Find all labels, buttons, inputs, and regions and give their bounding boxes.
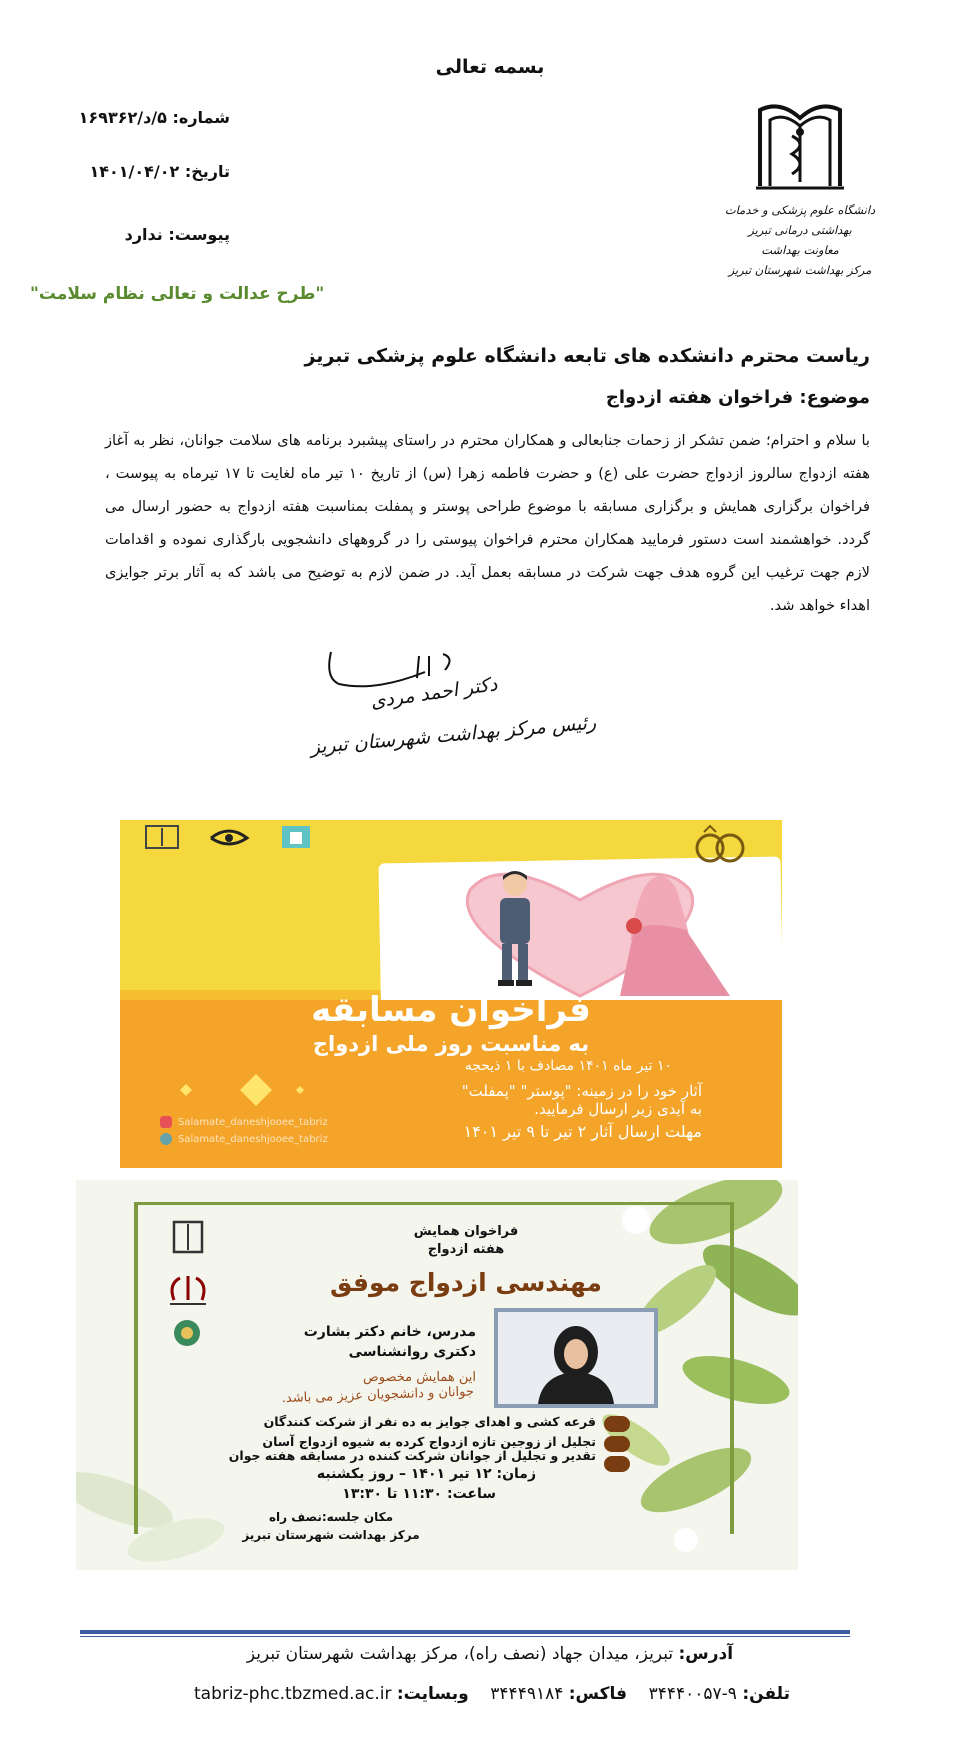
wedding-rings-icon	[682, 824, 762, 864]
footer-contacts	[150, 1684, 790, 1704]
seminar-time: ساعت: ۱۱:۳۰ تا ۱۳:۳۰	[342, 1486, 496, 1502]
feature-item: تقدیر و تجلیل از جوانان شرکت کننده در مسابقه هفته جوان	[228, 1448, 596, 1463]
telegram-handle-text: Salamate_daneshjooee_tabriz	[178, 1134, 328, 1145]
sparkles-icon	[160, 1070, 310, 1110]
poster-subtitle: به مناسبت روز ملی ازدواج	[312, 1032, 590, 1056]
letter-recipient: ریاست محترم دانشکده های تابعه دانشگاه علوم پزشکی تبریز	[304, 345, 870, 367]
feature-item: قرعه کشی و اهدای جوایز به ده نفر از شرکت کنندگان	[263, 1414, 596, 1429]
telegram-icon	[160, 1133, 172, 1145]
university-logo-icon	[140, 824, 184, 852]
poster-invite-line-1: آثار خود را در زمینه: "پوستر" "پمفلت"	[461, 1082, 702, 1100]
eye-logo-icon	[207, 824, 251, 852]
bride-illustration-icon	[590, 870, 740, 1000]
logo-university-name: دانشگاه علوم پزشکی و خدمات بهداشتی درمانی تبریز	[724, 203, 876, 237]
bismillah-heading: بسمه تعالی	[435, 56, 545, 78]
instagram-handle	[160, 1116, 328, 1128]
speaker-photo	[494, 1308, 658, 1408]
poster-frame-top	[134, 1202, 734, 1205]
fax-value: ۳۴۴۴۹۱۸۴	[490, 1684, 564, 1704]
poster-title: فراخوان مسابقه	[311, 990, 591, 1030]
groom-illustration-icon	[480, 868, 550, 988]
telegram-handle	[160, 1133, 328, 1145]
signatory-title: رئیس مرکز بهداشت شهرستان تبریز	[309, 711, 597, 759]
poster-invite-line-2: به آیدی زیر ارسال فرمایید.	[534, 1100, 702, 1118]
speaker-avatar-icon	[498, 1312, 654, 1404]
speaker-degree: دکتری روانشناسی	[348, 1344, 476, 1360]
poster-frame-right	[730, 1202, 734, 1534]
feature-item: تجلیل از زوجین تازه ازدواج کرده به شیوه ازدواج آسان	[262, 1434, 596, 1449]
letter-subject: موضوع: فراخوان هفته ازدواج	[605, 387, 870, 408]
footer-divider-thin	[80, 1636, 850, 1637]
address-label: آدرس:	[678, 1644, 734, 1664]
seminar-venue: مرکز بهداشت شهرستان تبریز	[242, 1528, 420, 1542]
letter-attachment: پیوست: ندارد	[124, 225, 230, 244]
university-logo	[710, 96, 890, 286]
address-value: تبریز، میدان جهاد (نصف راه)، مرکز بهداشت شهرستان تبریز	[246, 1644, 674, 1664]
round-logo-icon	[160, 1318, 214, 1348]
seminar-date: زمان: ۱۲ تیر ۱۴۰۱ – روز یکشنبه	[316, 1466, 536, 1482]
seminar-subheading: هفته ازدواج	[427, 1242, 505, 1257]
signatory-name: دکتر احمد مردی	[369, 673, 499, 713]
poster-frame-left	[134, 1202, 138, 1534]
poster-date: ۱۰ تیر ماه ۱۴۰۱ مصادف با ۱ ذیحجه	[464, 1058, 672, 1074]
letter-date: تاریخ: ۱۴۰۱/۰۴/۰۲	[89, 162, 230, 181]
poster-deadline: مهلت ارسال آثار ۲ تیر تا ۹ تیر ۱۴۰۱	[463, 1122, 702, 1141]
poster-logos	[140, 824, 340, 858]
instagram-icon	[160, 1116, 172, 1128]
website-link[interactable]: tabriz-phc.tbzmed.ac.ir	[194, 1684, 392, 1704]
signature-block	[300, 648, 597, 759]
instagram-handle-text: Salamate_daneshjooee_tabriz	[178, 1117, 328, 1128]
health-logo-icon	[274, 824, 318, 852]
competition-poster	[120, 820, 782, 1168]
phone-label: تلفن:	[742, 1684, 790, 1704]
seminar-poster	[76, 1180, 798, 1570]
seminar-place: مکان جلسه:نصف راه	[268, 1510, 394, 1524]
seminar-heading: فراخوان همایش	[413, 1224, 519, 1239]
website-label: وبسایت:	[396, 1684, 469, 1704]
phone-value: ۹-۳۴۴۴۰۰۵۷	[648, 1684, 737, 1704]
audience-line-1: این همایش مخصوص	[363, 1370, 476, 1385]
check-icon	[604, 1456, 630, 1472]
iran-emblem-icon	[158, 1272, 218, 1308]
university-emblem-icon	[754, 96, 846, 192]
check-icon	[604, 1416, 630, 1432]
footer-address	[0, 1644, 980, 1664]
logo-deputy-name: معاونت بهداشت	[761, 243, 839, 257]
letter-body: با سلام و احترام؛ ضمن تشکر از زحمات جنابعالی و همکاران محترم در راستای پیشبرد برنامه های سلامت جوانان، نظر به آغاز هفته ازدواج سالروز ازدواج حضرت علی (ع) و حضرت فاطمه زهرا (س) از تاریخ ۱۰ تیر ماه لغایت تا ۱۷ تیرماه به پیوست ، فراخوان برگزاری همایش و برگزاری مسابقه با موضوع طراحی پوستر و پمفلت بمناسبت هفته ازدواج به حضور ارسال می گردد. خواهشمند است دستور فرمایید همکاران محترم فراخوان پیوستی را در گروههای دانشجویی بارگذاری نموده و اقدامات لازم جهت ترغیب این گروه هدف جهت شرکت در مسابقه بعمل آید. در ضمن لازم به توضیح می باشد که به آثار برتر جوایزی اهداء خواهد شد.	[105, 432, 870, 614]
slogan: "طرح عدالت و تعالی نظام سلامت"	[30, 284, 325, 304]
university-logo-icon	[158, 1220, 218, 1256]
letter-number: شماره: ۵/د/۱۶۹۳۶۲	[78, 108, 230, 127]
footer-divider	[80, 1630, 850, 1634]
speaker-name: مدرس، خانم دکتر بشارت	[303, 1324, 476, 1340]
logo-center-name: مرکز بهداشت شهرستان تبریز	[728, 263, 872, 277]
audience-line-2: جوانان و دانشجویان عزیز می باشد.	[281, 1384, 475, 1407]
seminar-title: مهندسی ازدواج موفق	[330, 1268, 602, 1297]
fax-label: فاکس:	[568, 1684, 627, 1704]
check-icon	[604, 1436, 630, 1452]
